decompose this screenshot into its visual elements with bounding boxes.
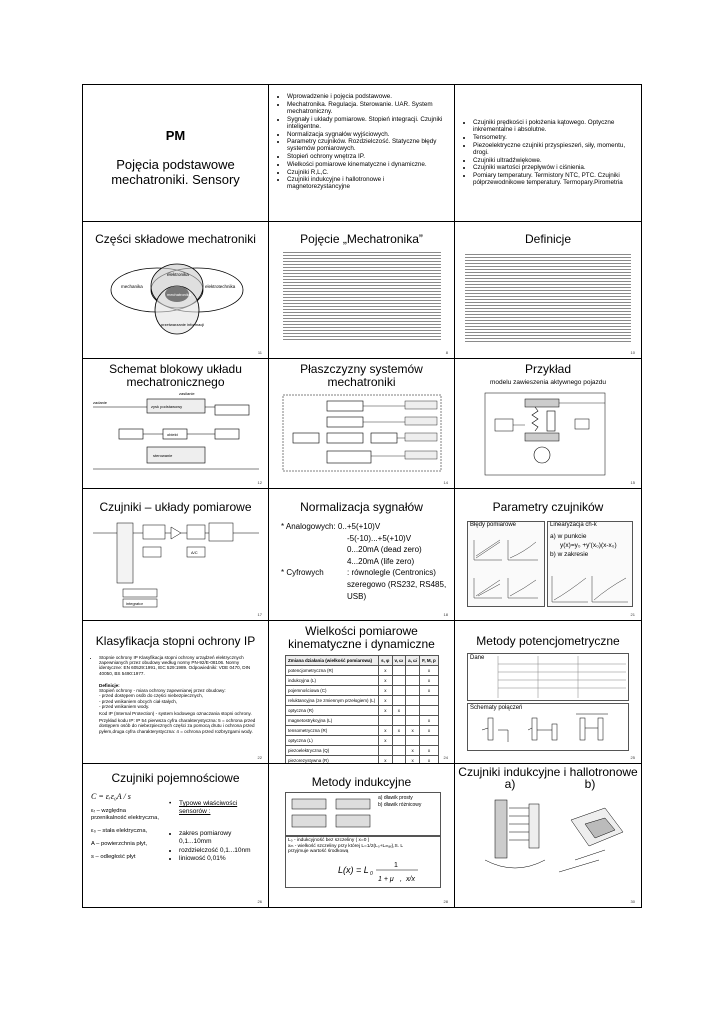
potentiometer-schematics (468, 704, 628, 750)
measurement-table (285, 655, 439, 764)
table-row (286, 696, 439, 706)
linearization-plots (548, 522, 632, 606)
linearization-line: y(x)=y₀ +y'(x₀)(x-x₀) (560, 542, 617, 549)
slide-components (83, 222, 269, 359)
svg-text:0: 0 (370, 871, 373, 877)
normalization-line (281, 521, 451, 533)
venn-label-mechanika: mechanika (121, 284, 143, 289)
table-cell (406, 696, 420, 706)
table-row (286, 756, 439, 765)
ip-norm-text: • Stopnie ochrony IP Klasyfikacja stopni ochrony urządzeń elektrycznych zapewnianych przez obudowy według normy PN-92/E-08106. Normy identyczne: EN 60529:1991, IEC 529:1989. Odpowiedniki: VDE 0470, DIN 40050, BS 5490:1977. (99, 655, 258, 676)
table-header-row (286, 656, 439, 666)
page-number: 26 (257, 899, 262, 904)
table-cell (392, 756, 406, 765)
normalization-line (281, 567, 451, 579)
bullet-item: • Wprowadzenie i pojęcia podstawowe. (287, 93, 448, 100)
page-number: 24 (443, 755, 448, 760)
table-cell: x (406, 726, 420, 736)
table-cell: x (379, 676, 392, 686)
table-cell (420, 706, 439, 716)
legend-a: a) dławik prosty (378, 795, 413, 801)
normalization-range: 0...20mA (dead zero) (347, 545, 422, 555)
slide-mechatronika-title: Pojęcie „Mechatronika” (300, 232, 423, 246)
normalization-type: * Cyfrowych (281, 568, 324, 578)
ip-def-line: Stopień ochrony - miara ochrony zapewnianej przez obudowy: (99, 688, 226, 694)
bullet-item: • Normalizacja sygnałów wyjściowych. (287, 131, 448, 138)
table-cell: x (420, 716, 439, 726)
table-cell: tensometryczna (R) (286, 726, 379, 736)
properties-head-text: Typowe właściwości sensorów : (179, 800, 238, 815)
table-cell (392, 666, 406, 676)
normalization-type (281, 579, 347, 591)
table-cell: potencjometryczna (R) (286, 666, 379, 676)
ip-def-head: Definicje: (99, 683, 120, 688)
linearization-line: b) w zakresie (550, 551, 589, 558)
properties-list (169, 830, 265, 863)
schematics-figure (467, 703, 629, 751)
normalization-type (281, 544, 347, 556)
slide-definicje-title: Definicje (524, 232, 572, 246)
properties-head: • Typowe właściwości sensorów : (169, 800, 238, 815)
table-cell: indukcyjna (L) (286, 676, 379, 686)
slide-pojemnosciowe (83, 764, 269, 907)
page-number: 22 (257, 755, 262, 760)
table-cell: x (379, 756, 392, 765)
block-label-sterowanie: sterowanie (153, 453, 173, 458)
table-header-cell: a, ω̇ (406, 656, 420, 666)
bullet-item: • zakres pomiarowy 0,1...10mm (179, 830, 265, 846)
page-number: 18 (443, 612, 448, 617)
ip-def-line: Kod IP (Internal Protection) - system kodowego oznaczania stopni ochrony. (99, 711, 252, 717)
venn-label-mechatronika: mechatronika (167, 292, 192, 297)
slide-title (83, 85, 269, 222)
normalization-lines (281, 521, 451, 602)
slide-title-bold: PM (165, 128, 186, 143)
data-table-figure (467, 653, 629, 701)
linearization-figure (547, 521, 633, 607)
note-l0: L₀ - indukcyjność bez szczeliny ( x=0 ) (288, 838, 370, 843)
bullet-item: • Piezoelektryczne czujniki przyspieszeń, siły, momentu, drogi. (473, 142, 631, 156)
table-row (286, 706, 439, 716)
page-number: 30 (630, 899, 635, 904)
ip-def-line: - przed wnikaniem wody. (99, 703, 150, 709)
sensor-properties (169, 800, 265, 864)
table-cell: x (392, 726, 406, 736)
bullet-item: • Czujniki indukcyjne i hallotronowe i magnetorezystancyjne (287, 176, 448, 190)
page-number: 11 (257, 350, 262, 355)
table-cell: pojemnościowa (C) (286, 686, 379, 696)
bullet-item: • Stopień ochrony wnętrza IP. (287, 153, 448, 160)
table-cell: x (379, 736, 392, 746)
errors-figure (467, 521, 545, 607)
capacitance-symbol: ε₀ – stała elektryczna, (91, 828, 148, 834)
table-cell: x (379, 666, 392, 676)
slide-title-text: Pojęcia podstawowe mechatroniki. Sensory (111, 157, 240, 187)
table-cell (420, 736, 439, 746)
table-cell: x (420, 746, 439, 756)
hall-sensors-diagram (455, 764, 641, 907)
slide-parametry (455, 489, 641, 621)
table-cell: x (406, 756, 420, 765)
page-number: 25 (630, 755, 635, 760)
subfigure-b-label: b) (584, 777, 596, 791)
svg-text:x/x: x/x (406, 876, 415, 883)
slide-definicje (455, 222, 641, 359)
slide-czujniki-uklady-title: Czujniki – układy pomiarowe (99, 500, 252, 514)
slide-wielkosci (269, 621, 455, 764)
table-row (286, 716, 439, 726)
table-row (286, 726, 439, 736)
note-xm: xₘ - wielkość szczeliny przy której L=1/2(L₀+Lₘₐₓ),S. L przyjmuje wartość środkową (288, 844, 403, 855)
block-label-zasilanie: zasilanie (179, 391, 195, 396)
slide-schemat (83, 359, 269, 489)
scanned-text (465, 252, 631, 344)
table-cell (406, 736, 420, 746)
ip-definitions (99, 683, 258, 734)
table-cell: x (420, 676, 439, 686)
table-cell (392, 676, 406, 686)
bullet-item: • Tensometry. (473, 134, 631, 141)
slide-parametry-title: Parametry czujników (492, 500, 604, 514)
table-row (286, 666, 439, 676)
capacitance-symbol: A – powierzchnia płyt, (91, 841, 148, 847)
chain-label-ac: A/C (191, 550, 198, 555)
error-plots (468, 522, 544, 606)
slide-normalizacja-title: Normalizacja sygnałów (300, 500, 423, 514)
slide-przyklad-title: Przykład (524, 362, 571, 376)
table-cell (420, 696, 439, 706)
agenda-list-2 (461, 119, 631, 187)
normalization-range: : równolegle (Centronics) (347, 568, 436, 578)
venn-diagram (83, 222, 269, 359)
normalization-range: -5(-10)...+5(+10)V (347, 533, 412, 543)
inductive-formula-box (285, 836, 441, 888)
block-label-obiekt: obiekt (167, 432, 178, 437)
page-number: 8 (445, 350, 448, 355)
ip-def-lines (99, 688, 258, 734)
slide-pojemnosciowe-title: Czujniki pojemnościowe (111, 771, 240, 785)
table-cell: optyczna (R) (286, 706, 379, 716)
ip-def-line: - przed dostępem osób do części niebezpiecznych, (99, 693, 203, 699)
agenda-list-1 (275, 93, 448, 191)
table-cell: x (420, 726, 439, 736)
table-cell (392, 736, 406, 746)
dane-label: Dane (470, 655, 485, 661)
page-number: 10 (630, 350, 635, 355)
table-row (286, 746, 439, 756)
page-number: 12 (257, 480, 262, 485)
slide-schemat-title: Schemat blokowy układu mechatronicznego (109, 362, 242, 389)
slide-przyklad-subtitle: modelu zawieszenia aktywnego pojazdu (490, 379, 606, 386)
capacitance-symbol: εᵣ – względna przenikalność elektryczna, (91, 808, 159, 821)
table-cell: x (392, 706, 406, 716)
normalization-range: USB) (347, 591, 367, 601)
block-label-zadanie: zadanie (93, 400, 108, 405)
bullet-item: • liniowość 0,01% (179, 855, 265, 863)
bullet-item: • Wielkości pomiarowe kinematyczne i dynamiczne. (287, 161, 448, 168)
slide-agenda-1 (269, 85, 455, 222)
svg-text:r: r (400, 878, 402, 883)
capacitance-formula: C = εᵣε₀A / s (91, 792, 131, 801)
bullet-item: • Czujniki prędkości i położenia kątowego. Optyczne inkrementalne i absolutne. (473, 119, 631, 133)
svg-text:1: 1 (394, 862, 398, 869)
layers-diagram (269, 359, 455, 489)
normalization-type (281, 591, 347, 603)
capacitance-symbols (91, 808, 161, 867)
table-header-cell: v, ω (392, 656, 406, 666)
slide-normalizacja (269, 489, 455, 621)
bullet-item: • Sygnały i układy pomiarowe. Stopień integracji. Czujniki inteligentne. (287, 116, 448, 130)
block-diagram (83, 359, 269, 489)
normalization-range: szeregowo (RS232, RS485, (347, 579, 447, 589)
slide-plaszczyzny (269, 359, 455, 489)
slide-components-title: Części składowe mechatroniki (95, 232, 256, 246)
bullet-item: • Czujniki wartości przepływów i ciśnienia. (473, 164, 631, 171)
table-cell: x (379, 696, 392, 706)
table-cell: x (379, 706, 392, 716)
chain-label-integrator: integrator (126, 601, 143, 606)
venn-label-elektronika: elektronika (167, 272, 189, 277)
table-row (286, 736, 439, 746)
table-cell (392, 746, 406, 756)
legend-b: b) dławik różnicowy (378, 802, 422, 808)
table-cell (392, 716, 406, 726)
venn-label-elektrotechnika: elektrotechnika (205, 284, 236, 289)
linearization-line: a) w punkcie (550, 533, 587, 540)
table-cell (379, 716, 392, 726)
slide-potencjometryczne (455, 621, 641, 764)
page-number: 15 (630, 480, 635, 485)
slide-indukcyjne-title: Metody indukcyjne (311, 775, 412, 789)
table-header-cell: s, φ (379, 656, 392, 666)
chokes-diagram (286, 793, 440, 835)
scanned-text (283, 250, 441, 342)
table-cell: reluktancyjna (ze zmiennym przełogiem) (L) (286, 696, 379, 706)
capacitance-symbol: s – odległość płyt (91, 854, 136, 860)
normalization-line (281, 544, 451, 556)
table-cell (406, 666, 420, 676)
slide-wielkosci-title: Wielkości pomiarowe kinematyczne i dynamiczne (288, 624, 435, 651)
normalization-type (281, 556, 347, 568)
normalization-line (281, 591, 451, 603)
handout-grid (82, 84, 642, 908)
normalization-type: * Analogowych: 0..+5(+10)V (281, 522, 381, 531)
table-row (286, 686, 439, 696)
bullet-item: • rozdzielczość 0,1...10nm (179, 847, 265, 855)
table-header-cell: F, M, p (420, 656, 439, 666)
slide-agenda-2 (455, 85, 641, 222)
table-cell (406, 676, 420, 686)
slide-plaszczyzny-title: Płaszczyzny systemów mechatroniki (300, 362, 423, 389)
normalization-type (281, 533, 347, 545)
table-cell (392, 686, 406, 696)
normalization-line (281, 579, 451, 591)
errors-label: Błędy pomiarowe (470, 522, 517, 528)
table-header-cell: Zmiana działania (wielkość pomiarowa) (286, 656, 379, 666)
suspension-diagram (455, 359, 641, 489)
table-cell: x (406, 746, 420, 756)
slide-mechatronika (269, 222, 455, 359)
ip-bullets (87, 655, 258, 676)
table-cell: piezoelektryczna (Q) (286, 746, 379, 756)
page-number: 21 (630, 612, 635, 617)
normalization-line (281, 556, 451, 568)
slide-ip (83, 621, 269, 764)
table-cell: magnetostrykcyjna (L) (286, 716, 379, 726)
venn-label-informacja: przetwarzanie informacji (161, 322, 205, 327)
table-cell: x (379, 726, 392, 736)
linearization-label: Linearyzacja ch-k (550, 522, 597, 528)
table-row (286, 676, 439, 686)
table-cell: x (420, 686, 439, 696)
table-cell: x (420, 666, 439, 676)
table-cell: x (379, 686, 392, 696)
block-label-zysk: zysk podstawowy (151, 404, 183, 409)
svg-text:L(x) = L: L(x) = L (338, 865, 369, 875)
table-cell: optyczna (L) (286, 736, 379, 746)
table-cell (406, 706, 420, 716)
slide-potencjometryczne-title: Metody potencjometryczne (476, 634, 620, 648)
svg-text:1 + μ: 1 + μ (378, 876, 394, 883)
inductance-formula (286, 837, 440, 887)
bullet-item: • Czujniki ultradźwiękowe. (473, 157, 631, 164)
table-cell (406, 686, 420, 696)
ip-def-line: Przykład kodu IP: IP 54 pierwsza cyfra charakterystyczna: 5 = ochrona przed dostępem osób do niebezpiecznych części za pomocą drutu i ochrona przed pyłem,druga cyfra charakterystyczna: 4 = ochrona przed rozbryzgami wody. (99, 718, 256, 734)
table-cell (406, 716, 420, 726)
normalization-range: 4...20mA (life zero) (347, 556, 415, 566)
page-number: 28 (443, 899, 448, 904)
subfigure-a-label: a) (504, 777, 516, 791)
table-cell: piezorezystywna (R) (286, 756, 379, 765)
slide-czujniki-uklady (83, 489, 269, 621)
table-cell: x (420, 756, 439, 765)
bullet-item: • Parametry czujników. Rozdzielczość. Statyczne błędy systemów pomiarowych. (287, 138, 448, 152)
slide-ip-title: Klasyfikacja stopni ochrony IP (95, 634, 256, 648)
slide-indukcyjne (269, 764, 455, 907)
page-number: 17 (257, 612, 262, 617)
slide-hallotronowe-title: Czujniki indukcyjne i hallotronowe (458, 765, 638, 779)
data-table-lines (468, 654, 628, 700)
page-number: 14 (443, 480, 448, 485)
table-cell (379, 746, 392, 756)
inductive-figure (285, 792, 441, 836)
schematy-label: Schematy połączeń (470, 705, 523, 711)
slide-hallotronowe (455, 764, 641, 907)
ip-def-line: - przed wnikaniem obcych ciał stałych, (99, 698, 178, 704)
table-cell (392, 696, 406, 706)
measurement-chain-diagram (83, 489, 269, 621)
slide-przyklad (455, 359, 641, 489)
bullet-item: • Czujniki R,L,C. (287, 169, 448, 176)
bullet-item: • Pomiary temperatury. Termistory NTC, PTC. Czujniki półprzewodnikowe temperatury. Termopary.Pirometria (473, 172, 631, 186)
bullet-item: • Mechatronika. Regulacja. Sterowanie. UAR. System mechatroniczny. (287, 101, 448, 115)
normalization-line (281, 533, 451, 545)
